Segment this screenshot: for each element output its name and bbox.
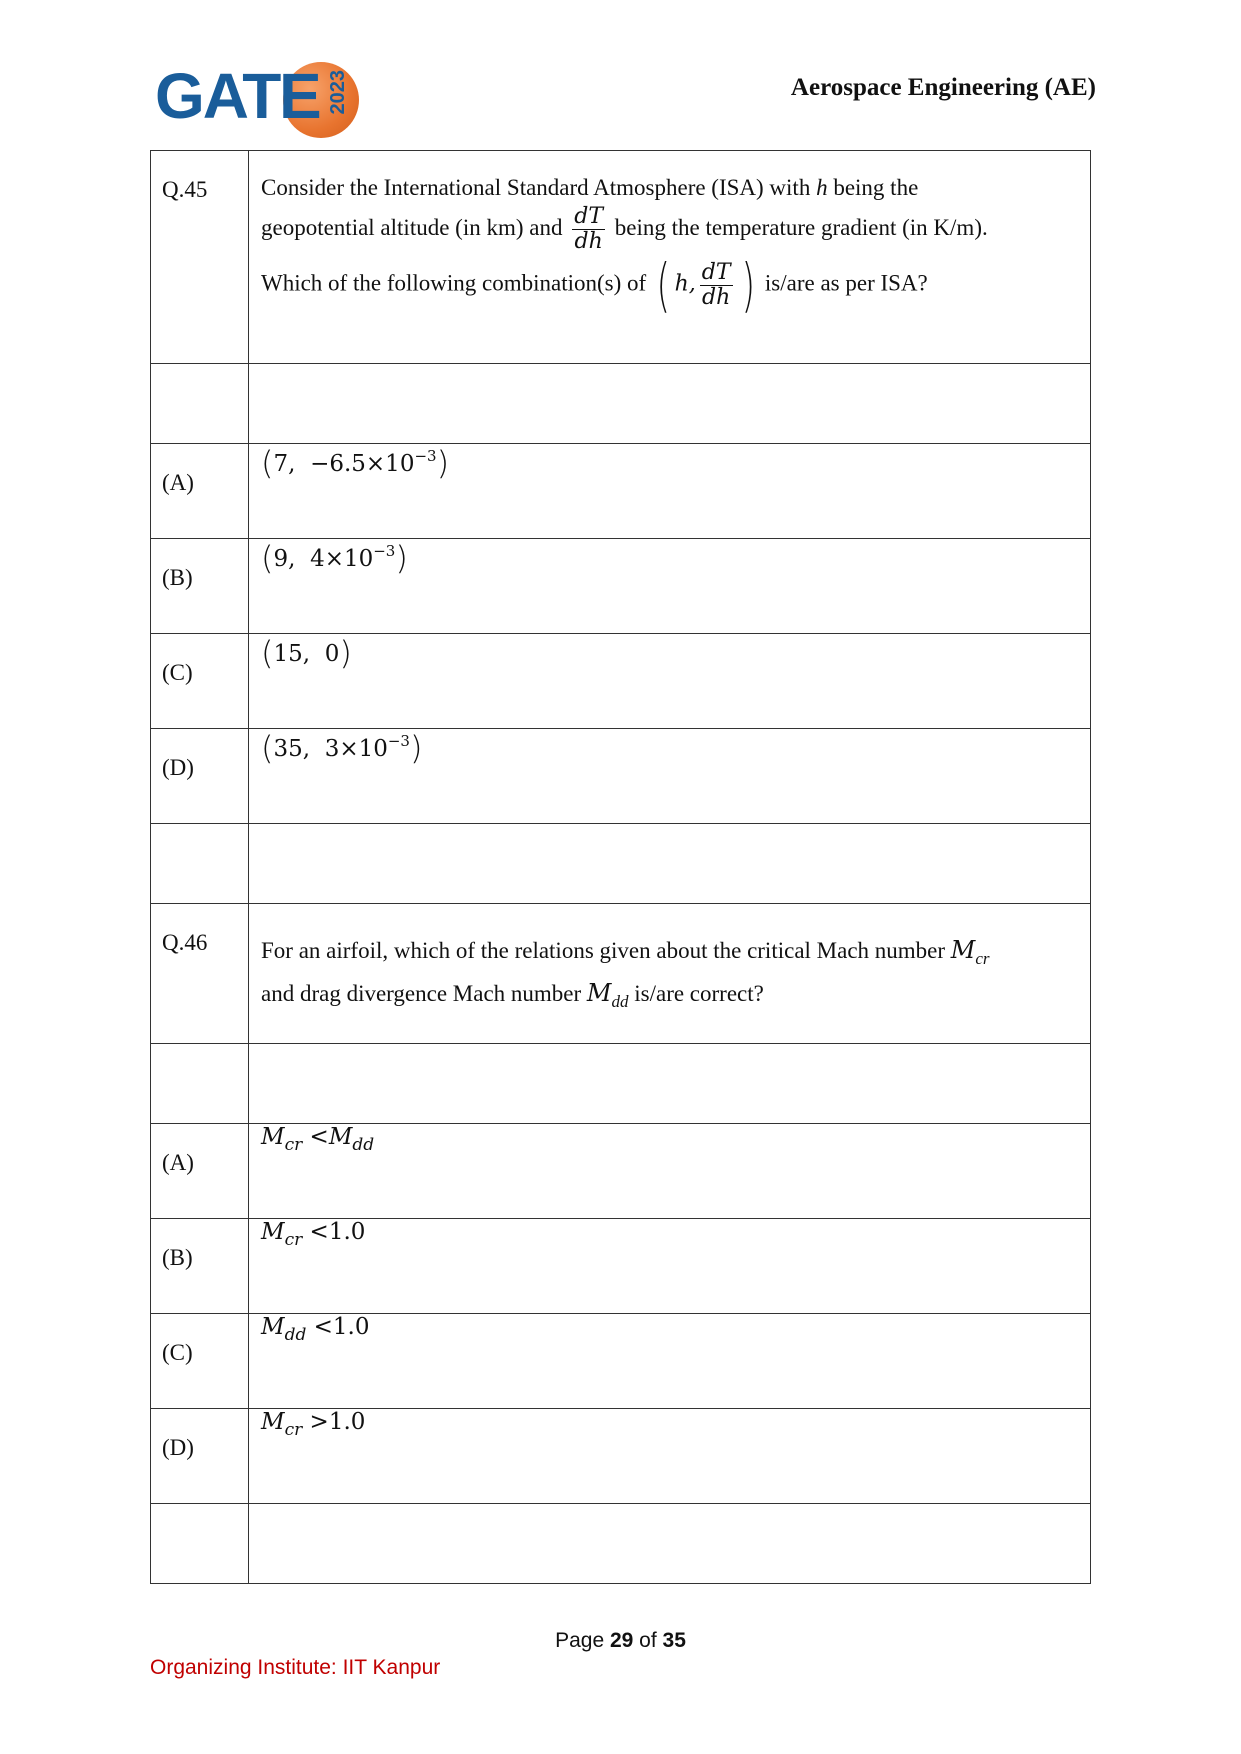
option-value: (9, $4\times 10^{-3}$): [249, 539, 1091, 634]
question-number: Q.45: [162, 177, 208, 202]
option-label: (C): [162, 660, 193, 685]
question-number: Q.46: [162, 930, 208, 955]
question-row-q46: [151, 904, 1091, 1044]
fraction-dT-dh: $\frac{dT}{dh}$: [574, 204, 603, 255]
gate-logo: [155, 60, 355, 140]
option-label: (A): [162, 1150, 194, 1175]
question-table: [150, 150, 1091, 1584]
q45-line1: Consider the International Standard Atmosphere (ISA) with h being the: [261, 175, 919, 200]
q46-line1: For an airfoil, which of the relations given about the critical Mach number $M_{cr}$: [261, 936, 990, 968]
option-label: (C): [162, 1340, 193, 1365]
q45-line3: Which of the following combination(s) of ( h, $\frac{dT}{dh}$ ) is/are as per ISA?: [261, 251, 928, 320]
option-value: $M_{dd} <1.0$: [249, 1314, 1091, 1409]
logo-year: 2023: [327, 70, 349, 115]
option-label: (B): [162, 565, 193, 590]
blank-row: [151, 824, 1091, 904]
blank-row: [151, 1504, 1091, 1584]
logo-text: GAT: [155, 60, 280, 132]
question-row-q45: [151, 151, 1091, 364]
paper-title: Aerospace Engineering (AE): [790, 74, 1096, 101]
option-label: (D): [162, 1435, 194, 1460]
page-number: Page 29 of 35: [555, 1629, 686, 1652]
option-row: [151, 1314, 1091, 1409]
option-row: [151, 1124, 1091, 1219]
option-value: $M_{cr} >1.0$: [249, 1409, 1091, 1504]
organizing-institute: Organizing Institute: IIT Kanpur: [150, 1656, 441, 1679]
option-row: [151, 1409, 1091, 1504]
q46-line2: and drag divergence Mach number $M_{dd}$ is/are correct?: [261, 979, 764, 1011]
option-row: [151, 634, 1091, 729]
option-row: [151, 729, 1091, 824]
option-value: (7, $-6.5\times 10^{-3}$): [249, 444, 1091, 539]
logo-letter: E: [279, 60, 322, 132]
fraction-dT-dh-pair: $\frac{dT}{dh}$: [701, 259, 731, 310]
option-value: $M_{cr} <M_{dd}$: [249, 1124, 1091, 1219]
option-row: [151, 1219, 1091, 1314]
blank-row: [151, 364, 1091, 444]
option-label: (B): [162, 1245, 193, 1270]
option-label: (A): [162, 470, 194, 495]
option-row: [151, 539, 1091, 634]
option-value: (35, $3\times 10^{-3}$): [249, 729, 1091, 824]
q45-line2: geopotential altitude (in km) and $\frac{dT}{dh}$ being the temperature gradient (in K/m).: [261, 204, 988, 255]
option-value: $M_{cr} <1.0$: [249, 1219, 1091, 1314]
option-row: [151, 444, 1091, 539]
option-value: (15, 0): [249, 634, 1091, 729]
option-label: (D): [162, 755, 194, 780]
blank-row: [151, 1044, 1091, 1124]
